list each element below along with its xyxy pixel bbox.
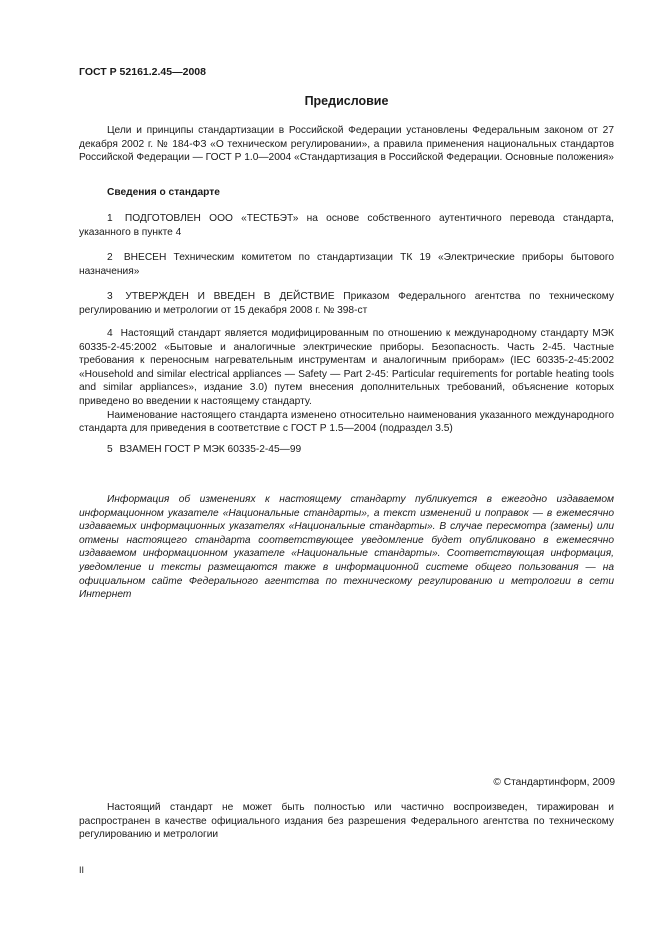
item-number: 1 xyxy=(107,213,113,224)
item-lead: ПОДГОТОВЛЕН xyxy=(124,213,201,224)
item-number: 3 xyxy=(107,291,113,302)
item-number: 5 xyxy=(107,444,113,455)
item-number: 2 xyxy=(107,252,113,263)
info-notice-text: Информация об изменениях к настоящему стандарту публикуется в ежегодно издаваемом информационном указателе «Национальные стандарты», а текст изменений и поправок — в ежемесячно издаваемых информационных указателях «Национальные стандарты». В случае пересмотра (замены) или отмены настоящего стандарта соответствующее уведомление будет опубликовано в ежемесячно издаваемом информационном указателе «Национальные стандарты». Соответствующая информация, уведомление и тексты размещаются также в информационной системе общего пользования — на официальном сайте Федерального агентства по техническому регулированию и метрологии в сети Интернет xyxy=(79,494,614,601)
list-item-1 xyxy=(79,212,614,239)
page-title-text: Предисловие xyxy=(304,94,389,108)
item-lead: УТВЕРЖДЕН И ВВЕДЕН В ДЕЙСТВИЕ xyxy=(125,291,335,302)
page-number: II xyxy=(79,865,85,875)
list-item-5 xyxy=(79,443,614,457)
intro-text: Цели и принципы стандартизации в Российской Федерации установлены Федеральным законом от 27 декабря 2002 г. № 184-ФЗ «О техническом регулировании», а правила применения национальных стандартов Российской Федерации — ГОСТ Р 1.0—2004 «Стандартизация в Российской Федерации. Основные положения» xyxy=(79,125,614,164)
list-item-4 xyxy=(79,327,614,436)
intro-paragraph xyxy=(79,124,614,165)
item-text: Настоящий стандарт является модифицированным по отношению к международному стандарту МЭК 60335-2-45:2002 «Бытовые и аналогичные электрические приборы. Безопасность. Часть 2-45. Частные требования к переносным нагревательным инструментам и аналогичным приборам» (IEC 60335-2-45:2002 «Household and similar electrical appliances — Safety — Part 2-45: Particular requirements for portable heating tools and similar appliances», издание 3.0) путем внесения дополнительных требований, объяснение которых приведено во введении к настоящему стандарту. xyxy=(79,328,614,407)
item-number: 4 xyxy=(107,328,113,339)
list-item-3 xyxy=(79,290,614,317)
item-text: Техническим комитетом по стандартизации ТК 19 «Электрические приборы бытового назначения» xyxy=(79,252,614,277)
item-text-continued: Наименование настоящего стандарта изменено относительно наименования указанного международного стандарта для приведения в соответствие с ГОСТ Р 1.5—2004 (подраздел 3.5) xyxy=(79,409,614,435)
info-notice xyxy=(79,493,614,602)
item-text: Приказом Федерального агентства по техническому регулированию и метрологии от 15 декабря 2008 г. № 398-ст xyxy=(79,291,614,316)
list-item-2 xyxy=(79,251,614,278)
section-heading xyxy=(79,186,614,200)
item-lead: ВЗАМЕН ГОСТ Р МЭК 60335-2-45—99 xyxy=(119,444,302,455)
reproduction-notice-text: Настоящий стандарт не может быть полностью или частично воспроизведен, тиражирован и распространен в качестве официального издания без разрешения Федерального агентства по техническому регулированию и метрологии xyxy=(79,802,614,841)
reproduction-notice xyxy=(79,801,614,842)
document-header: ГОСТ Р 52161.2.45—2008 xyxy=(79,66,206,78)
item-lead: ВНЕСЕН xyxy=(123,252,167,263)
section-heading-text: Сведения о стандарте xyxy=(107,187,220,198)
page-title xyxy=(0,95,661,109)
item-text: ООО «ТЕСТБЭТ» на основе собственного аутентичного перевода стандарта, указанного в пункте 4 xyxy=(79,213,614,238)
copyright: © Стандартинформ, 2009 xyxy=(493,777,615,788)
